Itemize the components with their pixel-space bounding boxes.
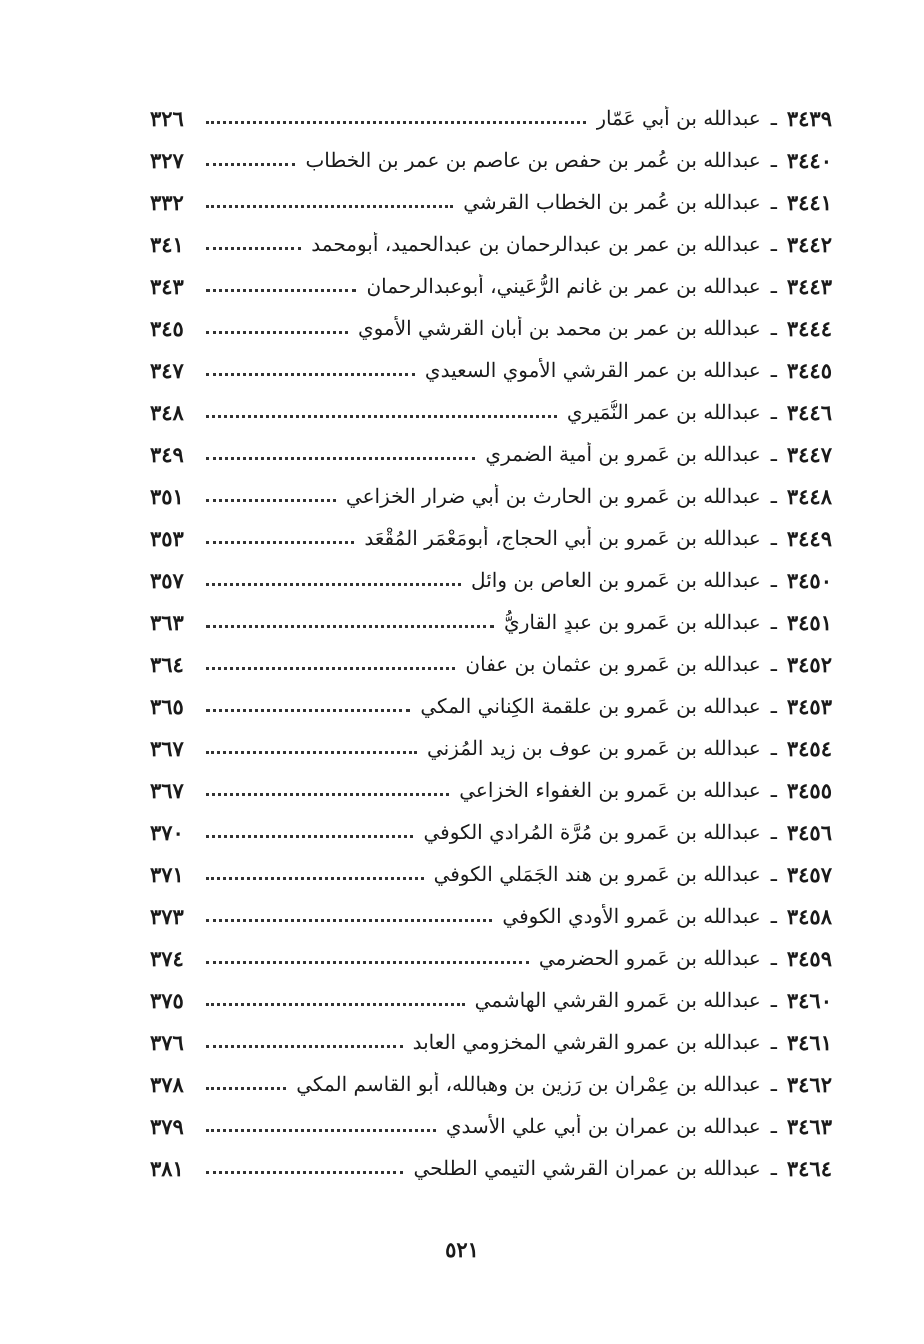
entry-dash: ـ: [770, 1030, 777, 1054]
entry-dash: ـ: [770, 904, 777, 928]
toc-entry: [150, 475, 832, 517]
dot-leader: [206, 457, 475, 460]
table-of-contents: [150, 97, 832, 1189]
entry-number: ٣٤٤٩: [786, 525, 832, 551]
dot-leader: [206, 121, 586, 124]
entry-dash: ـ: [770, 862, 777, 886]
entry-page-number: ٣٦٤: [150, 651, 184, 677]
entry-title: عبدالله بن عَمرو الحضرمي: [538, 946, 761, 970]
toc-entry: [150, 349, 832, 391]
dot-leader: [206, 793, 449, 796]
entry-dash: ـ: [770, 106, 777, 130]
entry-number: ٣٤٥٤: [786, 735, 832, 761]
page-number: ٥٢١: [445, 1237, 479, 1262]
entry-dash: ـ: [770, 274, 777, 298]
entry-number: ٣٤٤٤: [786, 315, 832, 341]
entry-dash: ـ: [770, 358, 777, 382]
entry-page-number: ٣٦٧: [150, 777, 184, 803]
dot-leader: [206, 1045, 403, 1048]
entry-number: ٣٤٦١: [786, 1029, 832, 1055]
entry-page-number: ٣٦٧: [150, 735, 184, 761]
entry-number: ٣٤٦٠: [786, 987, 832, 1013]
dot-leader: [206, 709, 410, 712]
dot-leader: [206, 625, 494, 628]
entry-number: ٣٤٤٦: [786, 399, 832, 425]
entry-page-number: ٣٤٥: [150, 315, 184, 341]
entry-number: ٣٤٥٢: [786, 651, 832, 677]
dot-leader: [206, 583, 461, 586]
dot-leader: [206, 667, 455, 670]
entry-number: ٣٤٦٣: [786, 1113, 832, 1139]
entry-title: عبدالله بن عَمرو بن عثمان بن عفان: [465, 652, 761, 676]
dot-leader: [206, 835, 413, 838]
toc-entry: [150, 1021, 832, 1063]
entry-page-number: ٣٤٨: [150, 399, 184, 425]
entry-dash: ـ: [770, 610, 777, 634]
entry-title: عبدالله بن عَمرو بن الغفواء الخزاعي: [459, 778, 761, 802]
entry-page-number: ٣٢٧: [150, 147, 184, 173]
entry-title: عبدالله بن عمر القرشي الأموي السعيدي: [424, 358, 761, 382]
dot-leader: [206, 1171, 403, 1174]
toc-entry: [150, 307, 832, 349]
entry-number: ٣٤٥٧: [786, 861, 832, 887]
entry-page-number: ٣٤٧: [150, 357, 184, 383]
entry-page-number: ٣٤٩: [150, 441, 184, 467]
dot-leader: [206, 541, 354, 544]
entry-page-number: ٣٧٠: [150, 819, 184, 845]
entry-title: عبدالله بن عمر بن محمد بن أبان القرشي الأموي: [358, 316, 761, 340]
entry-number: ٣٤٤٢: [786, 231, 832, 257]
dot-leader: [206, 1003, 465, 1006]
entry-page-number: ٣٥٧: [150, 567, 184, 593]
entry-number: ٣٤٥٥: [786, 777, 832, 803]
entry-page-number: ٣٣٢: [150, 189, 184, 215]
entry-title: عبدالله بن عَمرو بن العاص بن وائل: [471, 568, 761, 592]
entry-title: عبدالله بن عَمرو بن مُرَّة المُرادي الكوفي: [423, 820, 761, 844]
entry-dash: ـ: [770, 526, 777, 550]
entry-page-number: ٣٧٤: [150, 945, 184, 971]
dot-leader: [206, 331, 348, 334]
entry-title: عبدالله بن عمر بن عبدالرحمان بن عبدالحميد، أبومحمد: [311, 232, 761, 256]
entry-number: ٣٤٤٥: [786, 357, 832, 383]
toc-entry: [150, 727, 832, 769]
entry-page-number: ٣٥١: [150, 483, 184, 509]
entry-title: عبدالله بن عَمرو بن هند الجَمَلي الكوفي: [433, 862, 761, 886]
toc-entry: [150, 1105, 832, 1147]
entry-dash: ـ: [770, 652, 777, 676]
toc-entry: [150, 181, 832, 223]
entry-dash: ـ: [770, 736, 777, 760]
entry-page-number: ٣٢٦: [150, 105, 184, 131]
entry-page-number: ٣٧٦: [150, 1029, 184, 1055]
entry-dash: ـ: [770, 190, 777, 214]
dot-leader: [206, 205, 453, 208]
entry-title: عبدالله بن عمرو القرشي المخزومي العابد: [412, 1030, 761, 1054]
dot-leader: [206, 415, 557, 418]
entry-dash: ـ: [770, 148, 777, 172]
toc-entry: [150, 223, 832, 265]
entry-number: ٣٤٥٣: [786, 693, 832, 719]
entry-number: ٣٤٥٠: [786, 567, 832, 593]
entry-title: عبدالله بن عَمرو بن عبدٍ القاريُّ: [504, 610, 761, 634]
entry-title: عبدالله بن عَمرو بن عوف بن زيد المُزني: [426, 736, 761, 760]
entry-page-number: ٣٤١: [150, 231, 184, 257]
dot-leader: [206, 499, 336, 502]
dot-leader: [206, 289, 356, 292]
entry-number: ٣٤٤٣: [786, 273, 832, 299]
entry-title: عبدالله بن عمر بن غانم الرُّعَيني، أبوعبدالرحمان: [366, 274, 761, 298]
toc-entry: [150, 643, 832, 685]
entry-page-number: ٣٧٥: [150, 987, 184, 1013]
toc-entry: [150, 139, 832, 181]
entry-number: ٣٤٦٤: [786, 1155, 832, 1181]
dot-leader: [206, 919, 492, 922]
entry-number: ٣٤٦٢: [786, 1071, 832, 1097]
entry-dash: ـ: [770, 820, 777, 844]
toc-entry: [150, 97, 832, 139]
entry-title: عبدالله بن عَمرو الأودي الكوفي: [502, 904, 761, 928]
entry-number: ٣٤٣٩: [786, 105, 832, 131]
entry-page-number: ٣٦٥: [150, 693, 184, 719]
entry-number: ٣٤٥١: [786, 609, 832, 635]
entry-dash: ـ: [770, 1072, 777, 1096]
toc-entry: [150, 517, 832, 559]
entry-number: ٣٤٤١: [786, 189, 832, 215]
entry-title: عبدالله بن عمران القرشي التيمي الطلحي: [413, 1156, 761, 1180]
entry-page-number: ٣٥٣: [150, 525, 184, 551]
entry-number: ٣٤٥٨: [786, 903, 832, 929]
toc-entry: [150, 811, 832, 853]
entry-page-number: ٣٦٣: [150, 609, 184, 635]
entry-dash: ـ: [770, 1114, 777, 1138]
entry-number: ٣٤٥٦: [786, 819, 832, 845]
toc-entry: [150, 979, 832, 1021]
entry-title: عبدالله بن عَمرو بن أمية الضمري: [485, 442, 761, 466]
dot-leader: [206, 1087, 286, 1090]
dot-leader: [206, 373, 415, 376]
entry-page-number: ٣٧٨: [150, 1071, 184, 1097]
entry-page-number: ٣٧٣: [150, 903, 184, 929]
entry-page-number: ٣٤٣: [150, 273, 184, 299]
entry-page-number: ٣٧٩: [150, 1113, 184, 1139]
toc-entry: [150, 937, 832, 979]
dot-leader: [206, 163, 295, 166]
entry-title: عبدالله بن عِمْران بن رَزين بن وهبالله، أبو القاسم المكي: [296, 1072, 761, 1096]
entry-dash: ـ: [770, 400, 777, 424]
entry-title: عبدالله بن عمران بن أبي علي الأسدي: [445, 1114, 761, 1138]
entry-dash: ـ: [770, 316, 777, 340]
entry-dash: ـ: [770, 442, 777, 466]
dot-leader: [206, 1129, 436, 1132]
entry-title: عبدالله بن عَمرو بن أبي الحجاج، أبومَعْمَر المُقْعَد: [364, 526, 761, 550]
entry-number: ٣٤٥٩: [786, 945, 832, 971]
toc-entry: [150, 1063, 832, 1105]
entry-dash: ـ: [770, 946, 777, 970]
toc-entry: [150, 601, 832, 643]
entry-title: عبدالله بن عُمر بن الخطاب القرشي: [463, 190, 761, 214]
toc-entry: [150, 265, 832, 307]
toc-entry: [150, 559, 832, 601]
entry-dash: ـ: [770, 232, 777, 256]
dot-leader: [206, 247, 301, 250]
entry-title: عبدالله بن عَمرو القرشي الهاشمي: [474, 988, 761, 1012]
entry-dash: ـ: [770, 988, 777, 1012]
toc-entry: [150, 1147, 832, 1189]
entry-number: ٣٤٤٨: [786, 483, 832, 509]
entry-page-number: ٣٨١: [150, 1155, 184, 1181]
entry-title: عبدالله بن عمر النُّمَيري: [566, 400, 761, 424]
dot-leader: [206, 961, 529, 964]
entry-number: ٣٤٤٧: [786, 441, 832, 467]
toc-entry: [150, 895, 832, 937]
dot-leader: [206, 751, 417, 754]
entry-title: عبدالله بن أبي عَمّار: [596, 106, 761, 130]
entry-dash: ـ: [770, 778, 777, 802]
entry-title: عبدالله بن عَمرو بن الحارث بن أبي ضرار الخزاعي: [345, 484, 761, 508]
entry-title: عبدالله بن عَمرو بن علقمة الكِناني المكي: [420, 694, 761, 718]
entry-page-number: ٣٧١: [150, 861, 184, 887]
entry-dash: ـ: [770, 694, 777, 718]
entry-title: عبدالله بن عُمر بن حفص بن عاصم بن عمر بن الخطاب: [305, 148, 761, 172]
toc-entry: [150, 769, 832, 811]
entry-dash: ـ: [770, 484, 777, 508]
entry-dash: ـ: [770, 568, 777, 592]
dot-leader: [206, 877, 424, 880]
toc-entry: [150, 853, 832, 895]
entry-dash: ـ: [770, 1156, 777, 1180]
toc-entry: [150, 391, 832, 433]
toc-entry: [150, 685, 832, 727]
entry-number: ٣٤٤٠: [786, 147, 832, 173]
toc-entry: [150, 433, 832, 475]
